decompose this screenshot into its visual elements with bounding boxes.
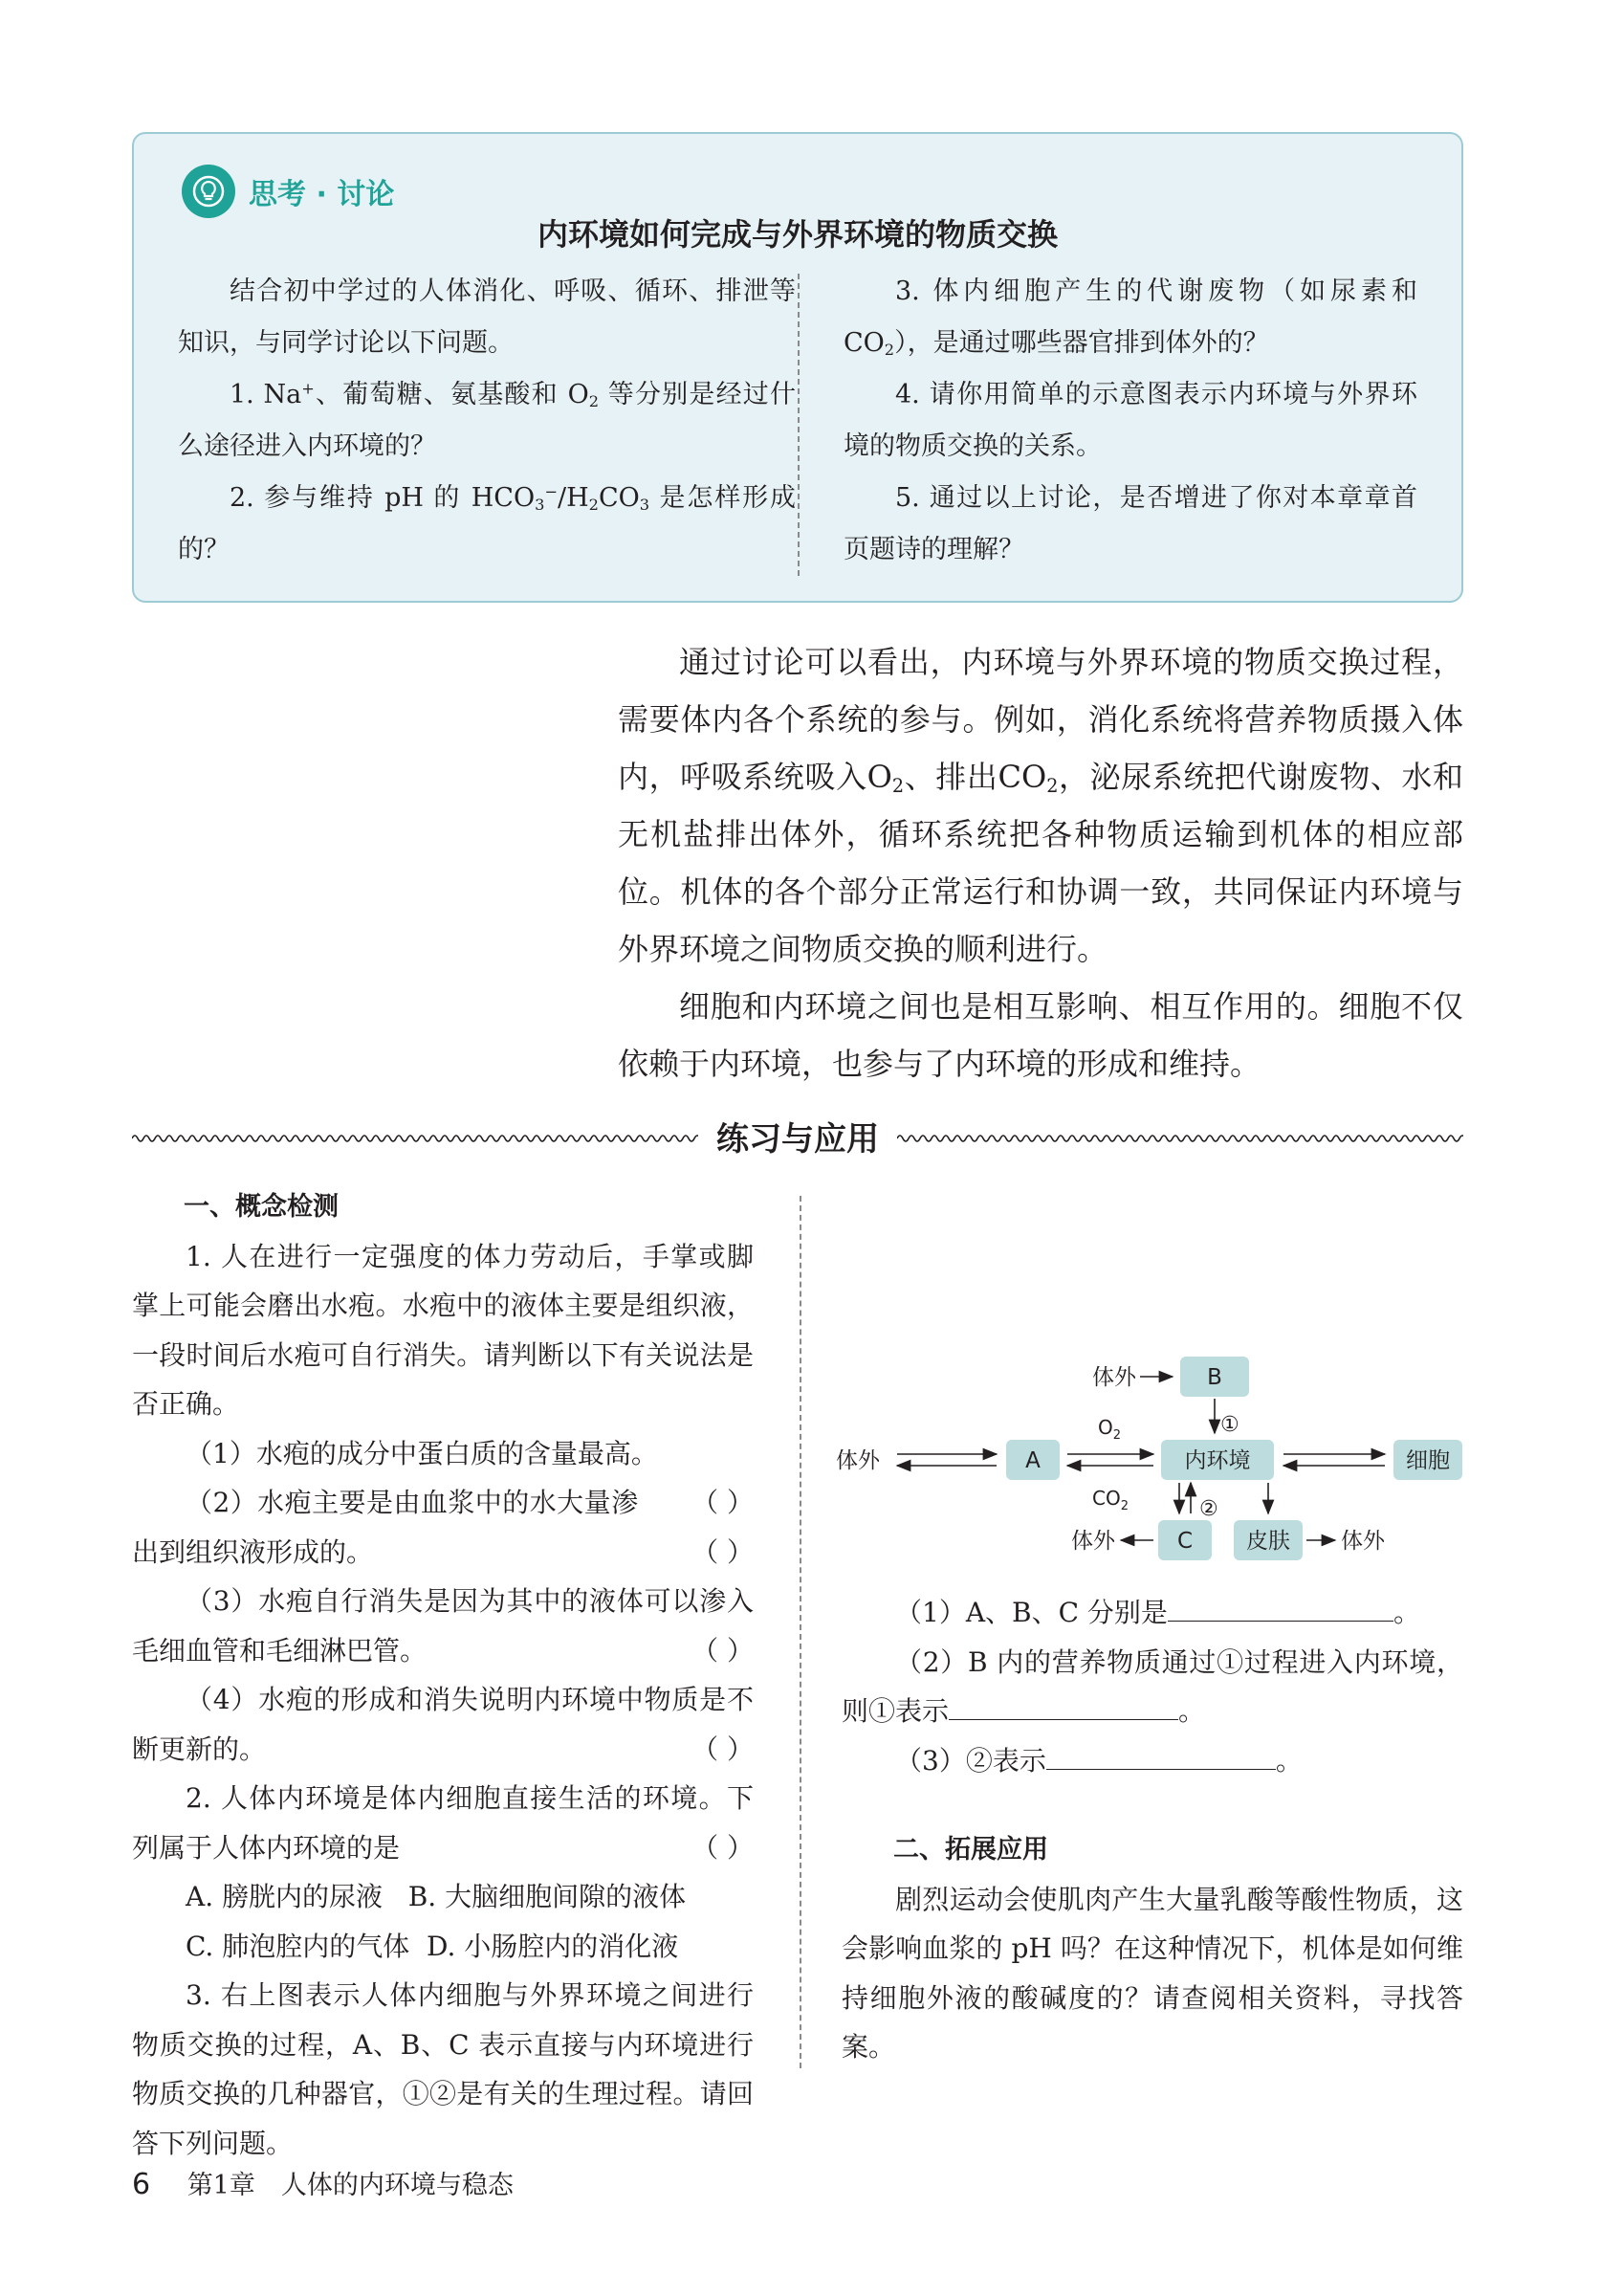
exercise-question-1-2: （2）水疱主要是由血浆中的水大量渗出到组织液形成的。 （ ） <box>132 1478 754 1577</box>
body-text <box>618 633 1463 1093</box>
exercise-question-2: 2. 人体内环境是体内细胞直接生活的环境。下列属于人体内环境的是 （ ） <box>132 1774 754 1872</box>
outside-label-top: 体外 <box>1092 1365 1136 1390</box>
cell-label: 细胞 <box>1406 1448 1450 1473</box>
answer-blank[interactable] <box>1168 1588 1393 1622</box>
exercise-question-3-1: （1）A、B、C 分别是 。 <box>842 1588 1463 1638</box>
step-1-label: ① <box>1220 1413 1239 1437</box>
outside-label-bottom-left: 体外 <box>1071 1529 1115 1554</box>
exercise-options-cd <box>132 1922 754 1972</box>
answer-blank[interactable] <box>949 1687 1178 1720</box>
exercise-title: 练习与应用 <box>132 1113 1463 1166</box>
discussion-question-4: 4. 请你用简单的示意图表示内环境与外界环境的物质交换的关系。 <box>844 380 1417 461</box>
answer-paren: （ ） <box>691 1487 754 1518</box>
discussion-question-1: 1. Na+、葡萄糖、氨基酸和 $O_2$ 等分别是经过什么途径进入内环境的？ <box>178 379 796 461</box>
exercise-question-1: 1. 人在进行一定强度的体力劳动后，手掌或脚掌上可能会磨出水疱。水疱中的液体主要是组织液，一段时间后水疱可自行消失。请判断以下有关说法是否正确。 <box>132 1240 754 1420</box>
page-footer <box>132 2164 514 2201</box>
option-a: A. 膀胱内的尿液 <box>186 1881 384 1912</box>
internal-env-label: 内环境 <box>1184 1448 1251 1473</box>
section-concept-check: 一、概念检测 <box>184 1192 339 1222</box>
box-c-label: C <box>1176 1529 1194 1554</box>
discussion-right-column <box>844 266 1417 576</box>
step-2-label: ② <box>1199 1497 1218 1521</box>
exercise-question-1-4: （4）水疱的形成和消失说明内环境中物质是不断更新的。 （ ） <box>132 1675 754 1774</box>
outside-label-left: 体外 <box>836 1448 880 1473</box>
discussion-divider <box>798 274 800 576</box>
exercise-right-column-sub <box>842 1588 1463 2072</box>
discussion-box <box>132 132 1463 603</box>
exercise-question-3-2: （2）B 内的营养物质通过①过程进入内环境，则①表示 。 <box>842 1645 1463 1727</box>
option-c: C. 肺泡腔内的气体 <box>186 1930 410 1962</box>
discussion-question-2: 2. 参与维持 pH 的 $HCO_3^-/H_2CO_3$ 是怎样形成的？ <box>178 482 796 564</box>
skin-label: 皮肤 <box>1246 1529 1290 1554</box>
page-number: 6 <box>132 2168 151 2201</box>
exercise-question-1-3: （3）水疱自行消失是因为其中的液体可以渗入毛细血管和毛细淋巴管。 （ ） <box>132 1577 754 1675</box>
chapter-label: 第1章 人体的内环境与稳态 <box>186 2171 514 2200</box>
body-paragraph-1: 通过讨论可以看出，内环境与外界环境的物质交换过程，需要体内各个系统的参与。例如，消化系统将营养物质摄入体内，呼吸系统吸入$O_2$、排出$CO_2$，泌尿系统把代谢废物、水和无机盐排出体外，循环系统把各种物质运输到机体的相应部位。机体的各个部分正常运行和协调一致，共同保证内环境与外界环境之间物质交换的顺利进行。 <box>618 644 1463 967</box>
exercise-left-column <box>132 1182 754 2168</box>
body-paragraph-2: 细胞和内环境之间也是相互影响、相互作用的。细胞不仅依赖于内环境，也参与了内环境的形成和维持。 <box>618 988 1463 1082</box>
answer-paren: （ ） <box>691 1733 754 1765</box>
option-b: B. 大脑细胞间隙的液体 <box>407 1881 687 1912</box>
exercise-divider <box>800 1196 801 2068</box>
exercise-question-3-start: 3. 右上图表示人体内细胞与外界环境之间进行物质交换的过程，A、B、C 表示直接与内环境进行物质交换的几种器官，①②是有关的生理过程。请回答下列问题。 <box>132 1979 754 2159</box>
discussion-question-5: 5. 通过以上讨论，是否增进了你对本章章首页题诗的理解？ <box>844 483 1417 564</box>
answer-paren: （ ） <box>691 1831 754 1864</box>
extension-question: 剧烈运动会使肌肉产生大量乳酸等酸性物质，这会影响血浆的 pH 吗？在这种情况下，机体是如何维持细胞外液的酸碱度的？请查阅相关资料，寻找答案。 <box>842 1883 1463 2063</box>
discussion-title: 内环境如何完成与外界环境的物质交换 <box>537 216 1058 253</box>
exercise-question-3-3: （3）②表示 。 <box>842 1736 1463 1786</box>
o2-label: $O_2$ <box>1098 1416 1122 1443</box>
exercise-options-ab <box>132 1872 754 1922</box>
outside-label-bottom-right: 体外 <box>1341 1529 1385 1554</box>
discussion-left-column <box>178 266 796 576</box>
answer-paren: （ ） <box>691 1634 754 1667</box>
exchange-diagram <box>834 1337 1465 1577</box>
option-d: D. 小肠腔内的消化液 <box>427 1930 679 1962</box>
exercise-heading <box>132 1113 1463 1166</box>
exercise-question-1-1: （1）水疱的成分中蛋白质的含量最高。 （ ） <box>132 1429 754 1479</box>
answer-blank[interactable] <box>1046 1736 1276 1770</box>
answer-paren: （ ） <box>691 1535 754 1568</box>
box-a-label: A <box>1025 1448 1041 1473</box>
discussion-intro: 结合初中学过的人体消化、呼吸、循环、排泄等知识，与同学讨论以下问题。 <box>178 276 796 358</box>
section-extension: 二、拓展应用 <box>893 1835 1048 1865</box>
box-b-label: B <box>1207 1365 1222 1390</box>
co2-label: $CO_2$ <box>1092 1487 1129 1513</box>
discussion-question-3: 3. 体内细胞产生的代谢废物（如尿素和 $CO_2$），是通过哪些器官排到体外的？ <box>844 276 1417 360</box>
discussion-label: 思考 · 讨论 <box>249 178 395 211</box>
